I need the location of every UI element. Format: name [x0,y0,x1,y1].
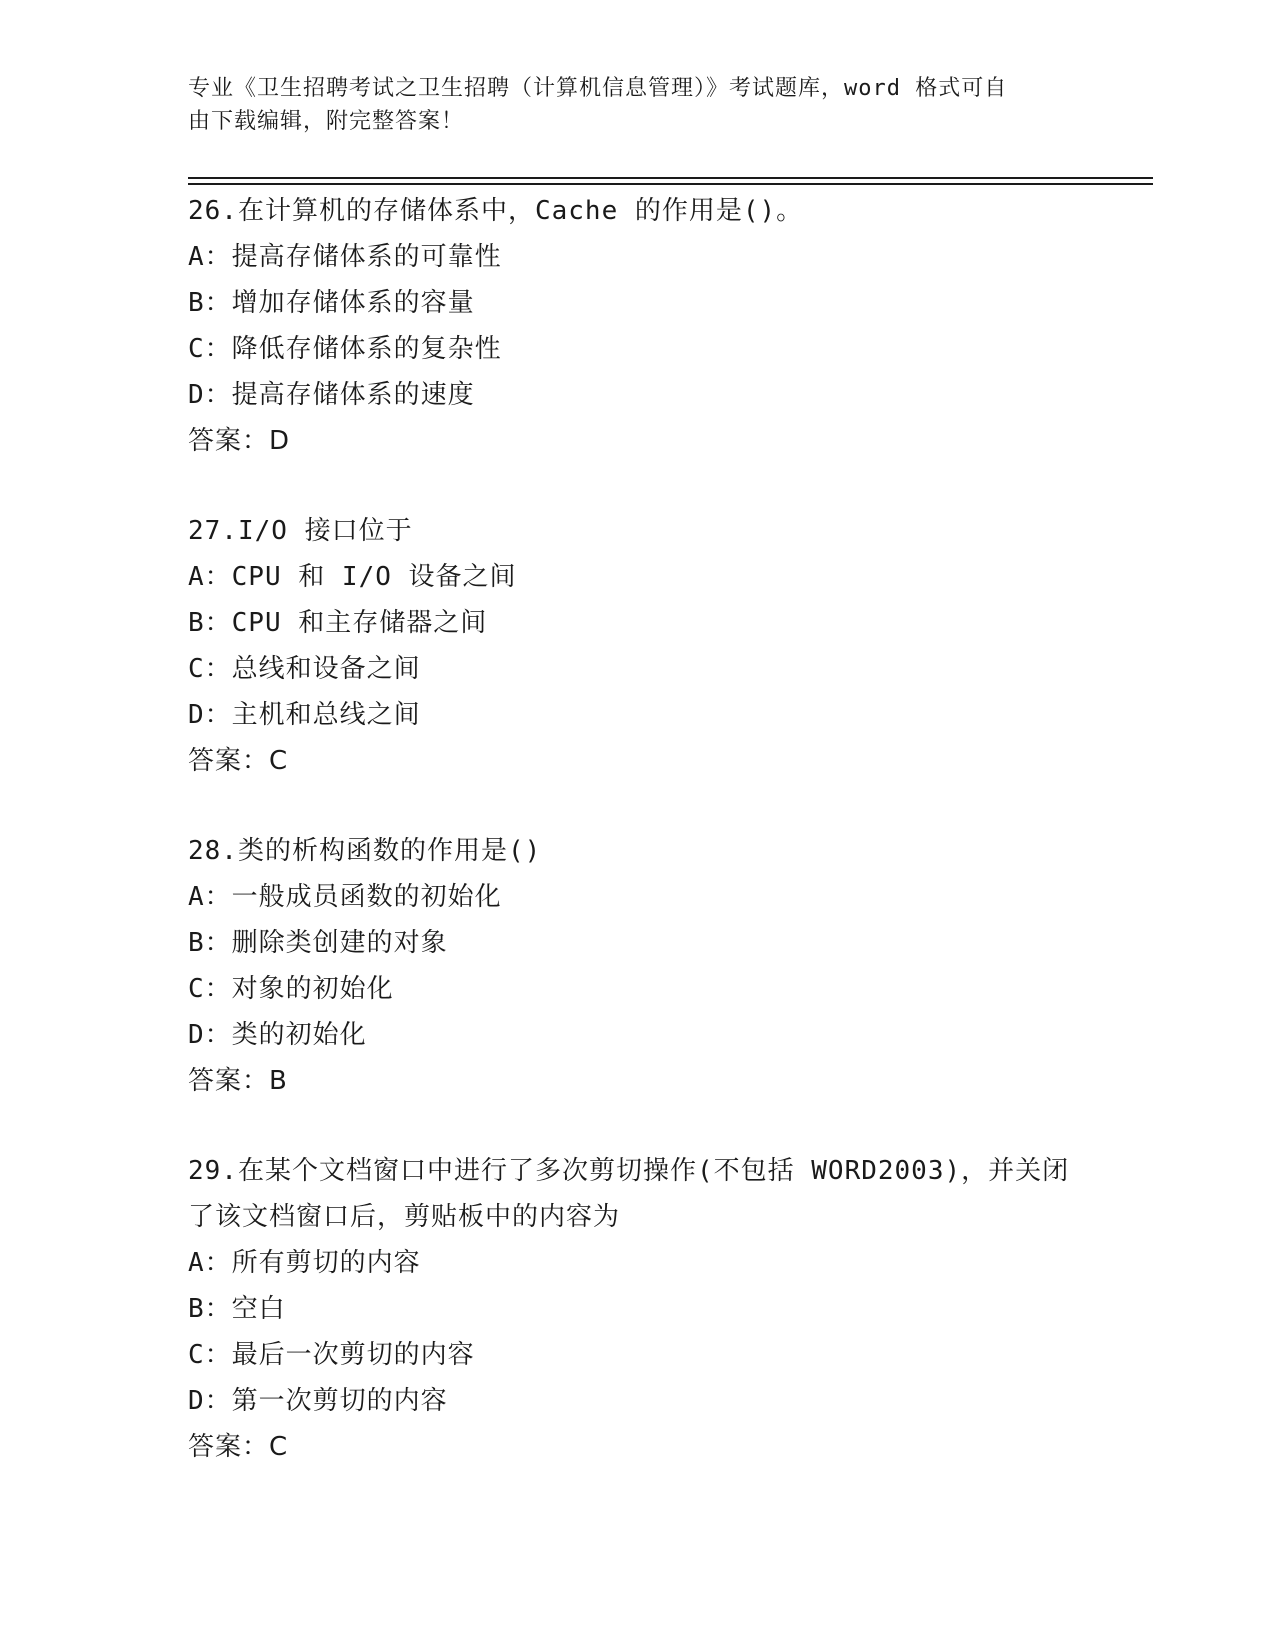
header-divider-top [188,177,1153,179]
question-stem: 28.类的析构函数的作用是() [188,836,542,866]
question-stem: 29.在某个文档窗口中进行了多次剪切操作(不包括 WORD2003)，并关闭 [188,1156,1070,1186]
option-d: D：提高存储体系的速度 [188,380,475,410]
option-d: D：主机和总线之间 [188,700,421,730]
header-line-1: 专业《卫生招聘考试之卫生招聘（计算机信息管理）》考试题库，word 格式可自 [188,76,1008,101]
answer: 答案：B [188,1066,288,1096]
option-b: B：增加存储体系的容量 [188,288,475,318]
option-b: B：删除类创建的对象 [188,928,448,958]
question-29 [188,1148,1108,1470]
document-header [188,72,1068,138]
option-d: D：第一次剪切的内容 [188,1386,448,1416]
question-stem-continued: 了该文档窗口后，剪贴板中的内容为 [188,1202,621,1232]
question-list [188,188,1108,1514]
question-27 [188,508,1108,784]
answer: 答案：C [188,1432,289,1462]
option-a: A：所有剪切的内容 [188,1248,421,1278]
header-divider-bottom [188,183,1153,185]
question-28 [188,828,1108,1104]
header-line-2: 由下载编辑，附完整答案！ [188,109,465,134]
option-c: C：总线和设备之间 [188,654,421,684]
option-b: B：CPU 和主存储器之间 [188,608,488,638]
option-c: C：降低存储体系的复杂性 [188,334,502,364]
option-a: A：一般成员函数的初始化 [188,882,502,912]
question-stem: 26.在计算机的存储体系中，Cache 的作用是()。 [188,196,804,226]
answer: 答案：D [188,426,291,456]
option-c: C：对象的初始化 [188,974,394,1004]
option-a: A：提高存储体系的可靠性 [188,242,502,272]
option-b: B：空白 [188,1294,286,1324]
option-d: D：类的初始化 [188,1020,367,1050]
answer: 答案：C [188,746,289,776]
question-26 [188,188,1108,464]
option-a: A：CPU 和 I/O 设备之间 [188,562,517,592]
question-stem: 27.I/O 接口位于 [188,516,413,546]
option-c: C：最后一次剪切的内容 [188,1340,475,1370]
